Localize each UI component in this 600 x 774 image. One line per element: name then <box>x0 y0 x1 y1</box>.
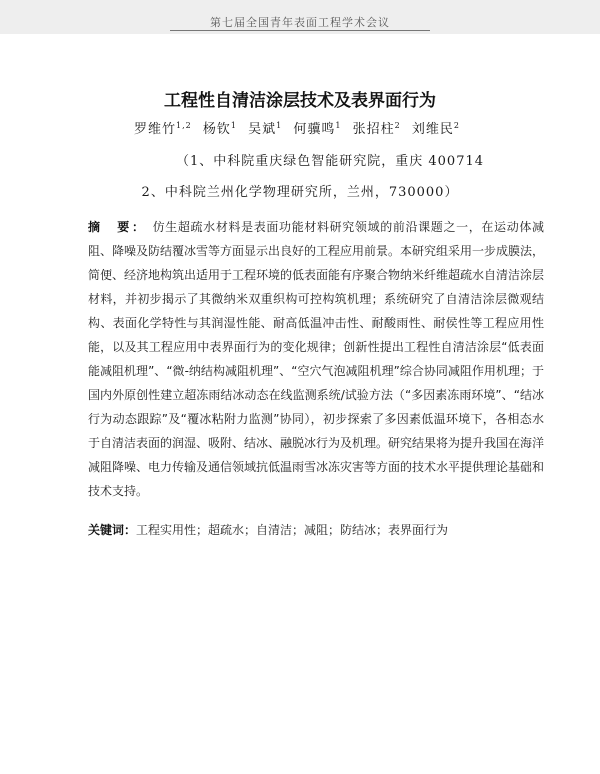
author-name: 张招柱 <box>352 122 395 137</box>
keywords-label: 关键词： <box>88 523 137 537</box>
author-name: 刘维民 <box>411 122 454 137</box>
abstract-text: 仿生超疏水材料是表面功能材料研究领域的前沿课题之一，在运动体减阻、降噪及防结覆冰雪等方面显示出良好的工程应用前景。本研究组采用一步成膜法，简便、经济地构筑出适用于工程环境的低表面能有序聚合物纳米纤维超疏水自清洁涂层材料，并初步揭示了其微纳米双重织构可控构筑机理；系统研究了自清洁涂层微观结构、表面化学特性与其润湿性能、耐高低温冲击性、耐酸雨性、耐侯性等工程应用性能，以及其工程应用中表界面行为的变化规律；创新性提出工程性自清洁涂层“低表面能减阻机理”、“微-纳结构减阻机理”、“空穴气泡减阻机理”综合协同减阻作用机理；于国内外原创性建立超冻雨结冰动态在线监测系统/试验方法（“多因素冻雨环境”、“结冰行为动态跟踪”及“覆冰粘附力监测”协同），初步探索了多因素低温环境下，各相态水于自清洁表面的润湿、吸附、结冰、融脱冰行为及机理。研究结果将为提升我国在海洋减阻降噪、电力传输及通信领域抗低温雨雪冰冻灾害等方面的技术水平提供理论基础和技术支持。 <box>88 220 545 498</box>
affiliation-2: 2、中科院兰州化学物理研究所，兰州，730000） <box>141 185 459 200</box>
keywords-text: 工程实用性；超疏水；自清洁；减阻；防结冰；表界面行为 <box>136 523 449 537</box>
header-rule <box>170 30 430 31</box>
author-affil-mark: 1 <box>276 121 283 130</box>
abstract <box>88 215 544 503</box>
author-name: 杨钦 <box>202 122 231 137</box>
author-affil-mark: 1 <box>230 121 237 130</box>
keywords <box>88 519 544 541</box>
page-header <box>0 0 600 34</box>
paper-title: 工程性自清洁涂层技术及表界面行为 <box>164 91 436 111</box>
author-affil-mark: 1 <box>335 121 342 130</box>
author-affil-mark: 2 <box>394 121 401 130</box>
author-name: 吴斌 <box>248 122 277 137</box>
abstract-label: 摘 要： <box>88 220 147 234</box>
author-list <box>0 118 600 137</box>
affiliation-1: （1、中科院重庆绿色智能研究院，重庆 400714 <box>175 154 485 169</box>
author-affil-mark: 2 <box>453 121 460 130</box>
author-name: 罗维竹 <box>134 122 177 137</box>
author-affil-mark: 1,2 <box>176 121 192 130</box>
conference-name: 第七届全国青年表面工程学术会议 <box>210 16 390 29</box>
author-name: 何骥鸣 <box>293 122 336 137</box>
